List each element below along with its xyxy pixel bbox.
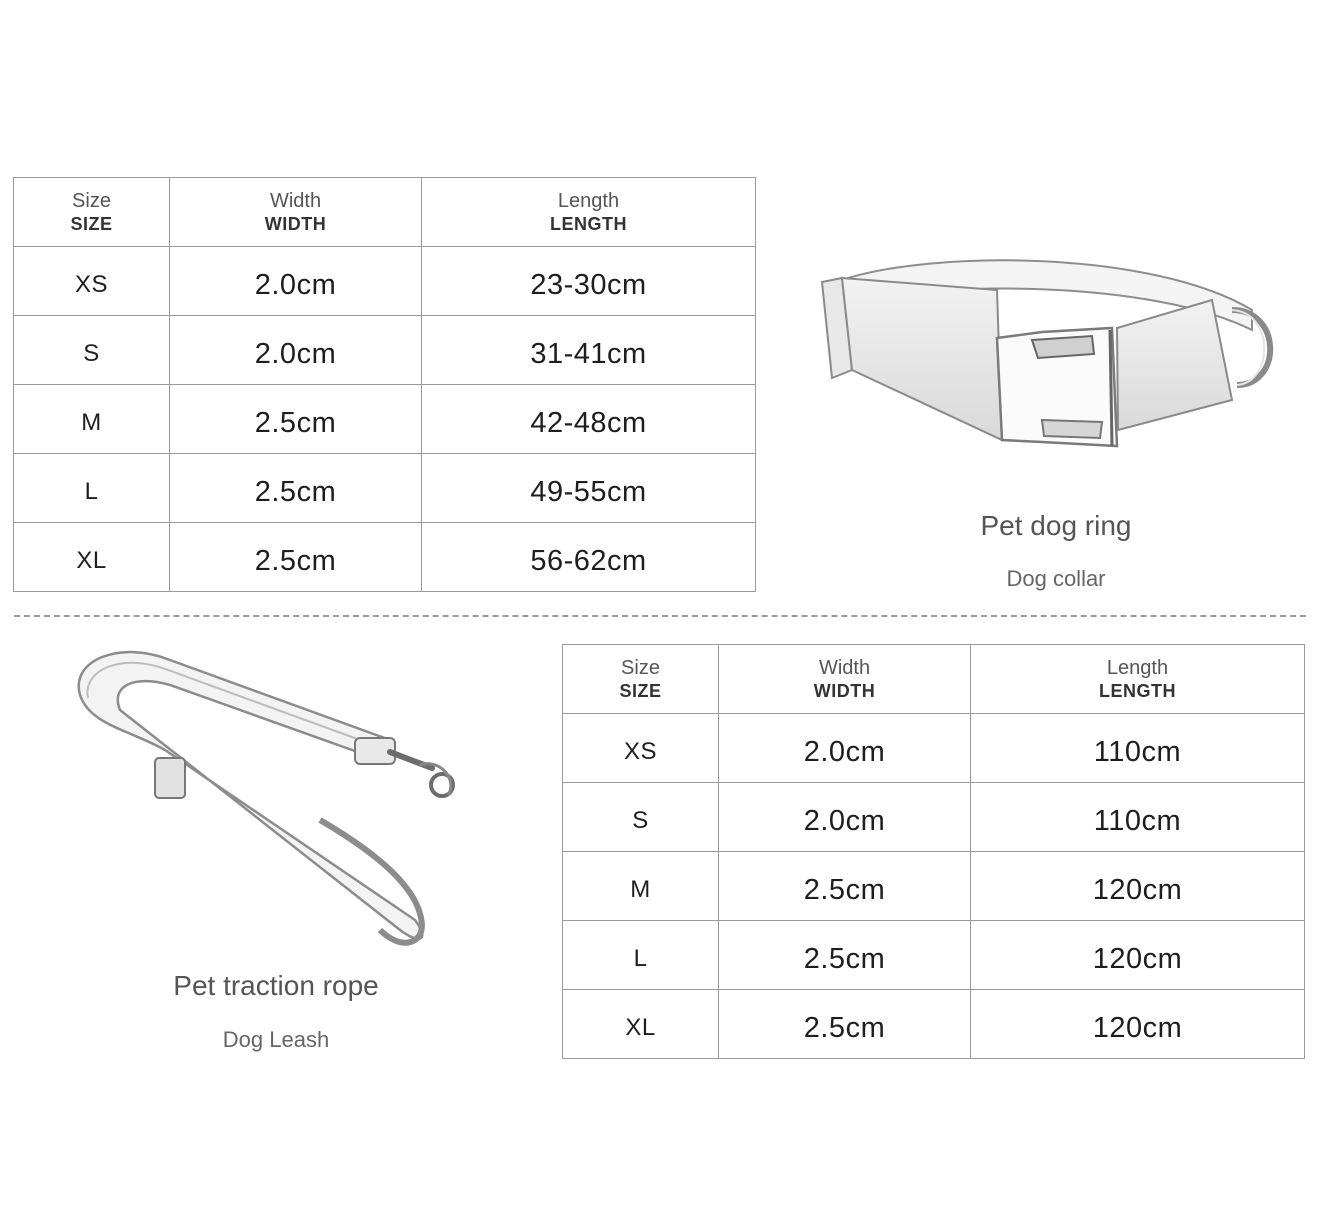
size-cell: M (14, 385, 170, 454)
length-cell: 49-55cm (422, 454, 756, 523)
length-cell: 120cm (971, 852, 1305, 921)
width-cell: 2.0cm (170, 316, 422, 385)
header-size-en: SIZE (70, 214, 113, 234)
size-cell: S (14, 316, 170, 385)
width-cell: 2.5cm (719, 921, 971, 990)
table-row (14, 316, 756, 385)
length-cell: 56-62cm (422, 523, 756, 592)
size-cell: L (563, 921, 719, 990)
header-size (14, 178, 170, 247)
width-cell: 2.5cm (170, 523, 422, 592)
table-row (14, 523, 756, 592)
width-cell: 2.5cm (719, 990, 971, 1059)
size-cell: XS (14, 247, 170, 316)
length-cell: 120cm (971, 921, 1305, 990)
length-cell: 110cm (971, 714, 1305, 783)
width-cell: 2.5cm (170, 385, 422, 454)
header-width-en: WIDTH (813, 681, 876, 701)
table-row (563, 921, 1305, 990)
size-cell: M (563, 852, 719, 921)
table-header-row (563, 645, 1305, 714)
dog-leash-icon (60, 640, 470, 960)
header-width-label: Width (818, 657, 871, 679)
size-cell: L (14, 454, 170, 523)
header-width (719, 645, 971, 714)
header-size (563, 645, 719, 714)
collar-subtitle: Dog collar (1006, 566, 1106, 591)
size-cell: XL (14, 523, 170, 592)
width-cell: 2.0cm (719, 714, 971, 783)
width-cell: 2.0cm (719, 783, 971, 852)
length-cell: 42-48cm (422, 385, 756, 454)
leash-title: Pet traction rope (173, 970, 379, 1001)
header-width-label: Width (269, 190, 322, 212)
header-width (170, 178, 422, 247)
table-row (14, 247, 756, 316)
table-row (563, 783, 1305, 852)
table-row (14, 385, 756, 454)
width-cell: 2.0cm (170, 247, 422, 316)
table-row (563, 990, 1305, 1059)
size-cell: XS (563, 714, 719, 783)
header-length (971, 645, 1305, 714)
header-size-label: Size (621, 657, 660, 679)
table-row (563, 852, 1305, 921)
header-size-en: SIZE (619, 681, 662, 701)
width-cell: 2.5cm (170, 454, 422, 523)
collar-size-table (13, 177, 756, 592)
header-length-en: LENGTH (550, 214, 627, 234)
width-cell: 2.5cm (719, 852, 971, 921)
header-length-label: Length (1106, 657, 1169, 679)
header-length-en: LENGTH (1099, 681, 1176, 701)
header-size-label: Size (72, 190, 111, 212)
length-cell: 120cm (971, 990, 1305, 1059)
leash-subtitle: Dog Leash (222, 1027, 330, 1052)
table-row (563, 714, 1305, 783)
length-cell: 23-30cm (422, 247, 756, 316)
section-divider (14, 615, 1306, 617)
size-cell: S (563, 783, 719, 852)
length-cell: 31-41cm (422, 316, 756, 385)
header-width-en: WIDTH (264, 214, 327, 234)
dog-collar-icon (812, 250, 1292, 460)
header-length-label: Length (557, 190, 620, 212)
table-row (14, 454, 756, 523)
table-header-row (14, 178, 756, 247)
size-cell: XL (563, 990, 719, 1059)
collar-title: Pet dog ring (980, 510, 1132, 541)
header-length (422, 178, 756, 247)
length-cell: 110cm (971, 783, 1305, 852)
leash-size-table (562, 644, 1305, 1059)
